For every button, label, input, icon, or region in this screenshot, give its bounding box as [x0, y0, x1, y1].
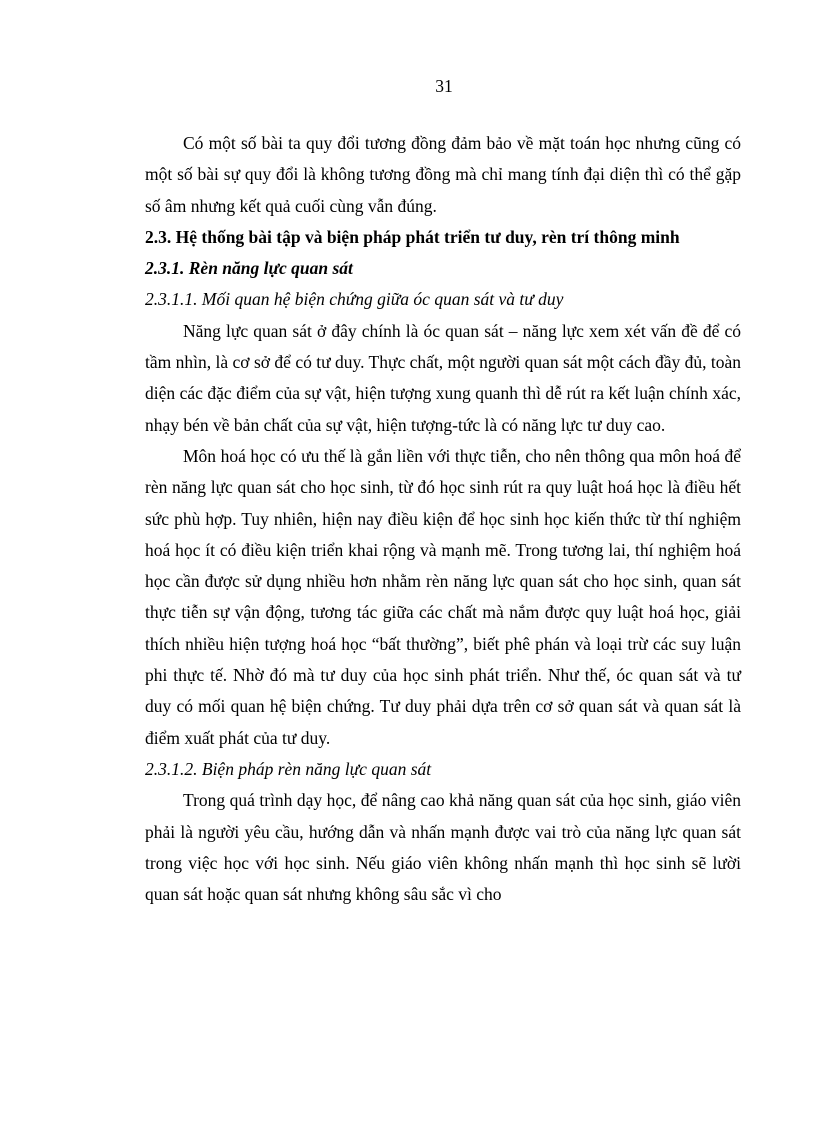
document-body [145, 128, 741, 910]
subheading-2-3-1-2: 2.3.1.2. Biện pháp rèn năng lực quan sát [145, 758, 432, 779]
paragraph-teaching-measures: Trong quá trình dạy học, để nâng cao khả năng quan sát của học sinh, giáo viên phải là người yêu cầu, hướng dẫn và nhấn mạnh được vai trò của năng lực quan sát trong việc học với học sinh. Nếu giáo viên không nhấn mạnh thì học sinh sẽ lười quan sát hoặc quan sát nhưng không sâu sắc vì cho [145, 790, 741, 905]
subheading-2-3-1-1: 2.3.1.1. Mối quan hệ biện chứng giữa óc quan sát và tư duy [145, 289, 564, 310]
paragraph-intro: Có một số bài ta quy đổi tương đồng đảm bảo về mặt toán học nhưng cũng có một số bài sự quy đổi là không tương đồng mà chỉ mang tính đại diện thì có thể gặp số âm nhưng kết quả cuối cùng vẫn đúng. [145, 133, 741, 216]
heading-2-3: 2.3. Hệ thống bài tập và biện pháp phát triển tư duy, rèn trí thông minh [145, 226, 680, 247]
paragraph-chemistry-advantage: Môn hoá học có ưu thế là gắn liền với thực tiễn, cho nên thông qua môn hoá để rèn năng lực quan sát cho học sinh, từ đó học sinh rút ra quy luật hoá học là điều hết sức phù hợp. Tuy nhiên, hiện nay điều kiện để học sinh học kiến thức từ thí nghiệm hoá học ít có điều kiện triển khai rộng và mạnh mẽ. Trong tương lai, thí nghiệm hoá học cần được sử dụng nhiều hơn nhằm rèn năng lực quan sát cho học sinh, quan sát thực tiễn sự vận động, tương tác giữa các chất mà nắm được quy luật hoá học, giải thích nhiều hiện tượng hoá học “bất thường”, biết phê phán và loại trừ các suy luận phi thực tế. Nhờ đó mà tư duy của học sinh phát triển. Như thế, óc quan sát và tư duy có mối quan hệ biện chứng. Tư duy phải dựa trên cơ sở quan sát và quan sát là điểm xuất phát của tư duy. [145, 445, 741, 748]
heading-2-3-1: 2.3.1. Rèn năng lực quan sát [145, 258, 353, 279]
paragraph-observation-capacity: Năng lực quan sát ở đây chính là óc quan sát – năng lực xem xét vấn đề để có tầm nhìn, là cơ sở để có tư duy. Thực chất, một người quan sát một cách đầy đủ, toàn diện các đặc điểm của sự vật, hiện tượng xung quanh thì dễ rút ra kết luận chính xác, nhạy bén về bản chất của sự vật, hiện tượng-tức là có năng lực tư duy cao. [145, 320, 741, 435]
page-number: 31 [435, 76, 453, 96]
